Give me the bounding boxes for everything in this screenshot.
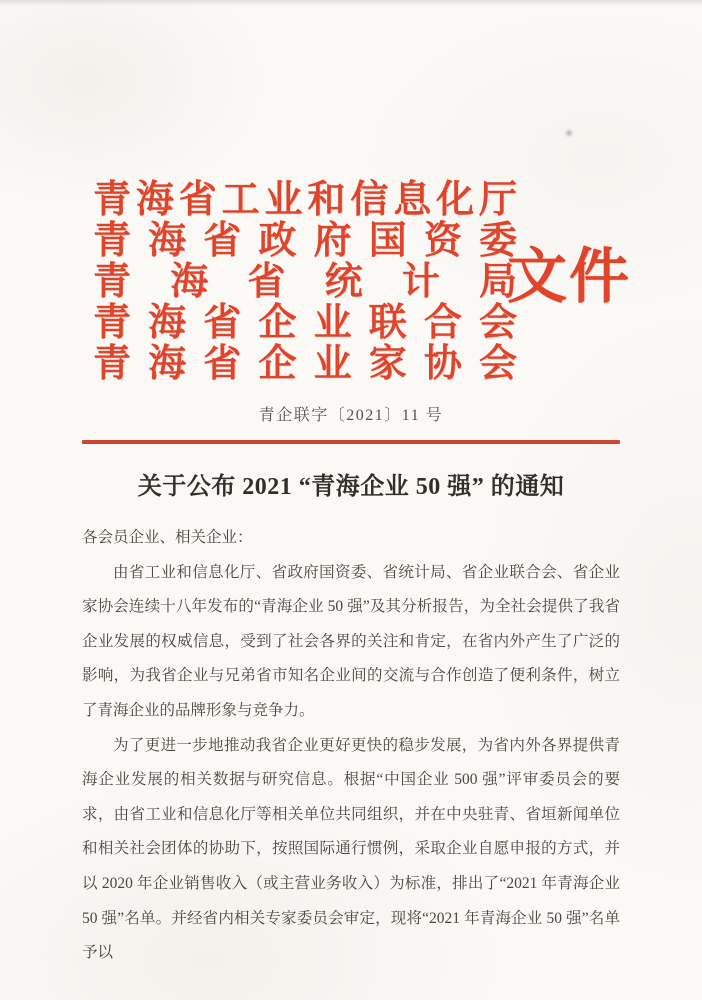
- salutation: 各会员企业、相关企业：: [82, 529, 253, 546]
- paragraph-2: 为了更进一步地推动我省企业更好更快的稳步发展，为省内外各界提供青海企业发展的相关数据与研究信息。根据“中国企业 500 强”评审委员会的要求，由省工业和信息化厅等相关单位共同组织，并在中央驻青、省垣新闻单位和相关社会团体的协助下，按照国际通行惯例，采取企业自愿申报的方式，并以 2020 年企业销售收入（或主营业务收入）为标准，排出了“2021 年青海企业 50 强”名单。并经省内相关专家委员会审定，现将“2021 年青海企业 50 强”名单予以: [82, 736, 620, 962]
- issuing-org-3: 青海省统计局: [93, 261, 517, 303]
- document-number: 青企联字〔2021〕11 号: [258, 407, 444, 424]
- issuing-org-5: 青海省企业家协会: [93, 343, 517, 385]
- document-title: 关于公布 2021 “青海企业 50 强” 的通知: [137, 474, 565, 500]
- document-body: [82, 521, 620, 971]
- red-divider-line: [82, 440, 620, 444]
- issuing-org-list: [93, 180, 517, 385]
- issuing-org-4: 青海省企业联合会: [93, 302, 517, 344]
- issuing-org-2: 青海省政府国资委: [93, 220, 517, 262]
- issuing-org-1: 青海省工业和信息化厅: [93, 179, 517, 221]
- scan-artifact: [564, 128, 574, 138]
- doc-type-label: 文件: [507, 244, 631, 310]
- paragraph-1: 由省工业和信息化厅、省政府国资委、省统计局、省企业联合会、省企业家协会连续十八年发布的“青海企业 50 强”及其分析报告，为全社会提供了我省企业发展的权威信息，受到了社会各界的关注和肯定，在省内外产生了广泛的影响，为我省企业与兄弟省市知名企业间的交流与合作创造了便利条件，树立了青海企业的品牌形象与竞争力。: [82, 563, 620, 719]
